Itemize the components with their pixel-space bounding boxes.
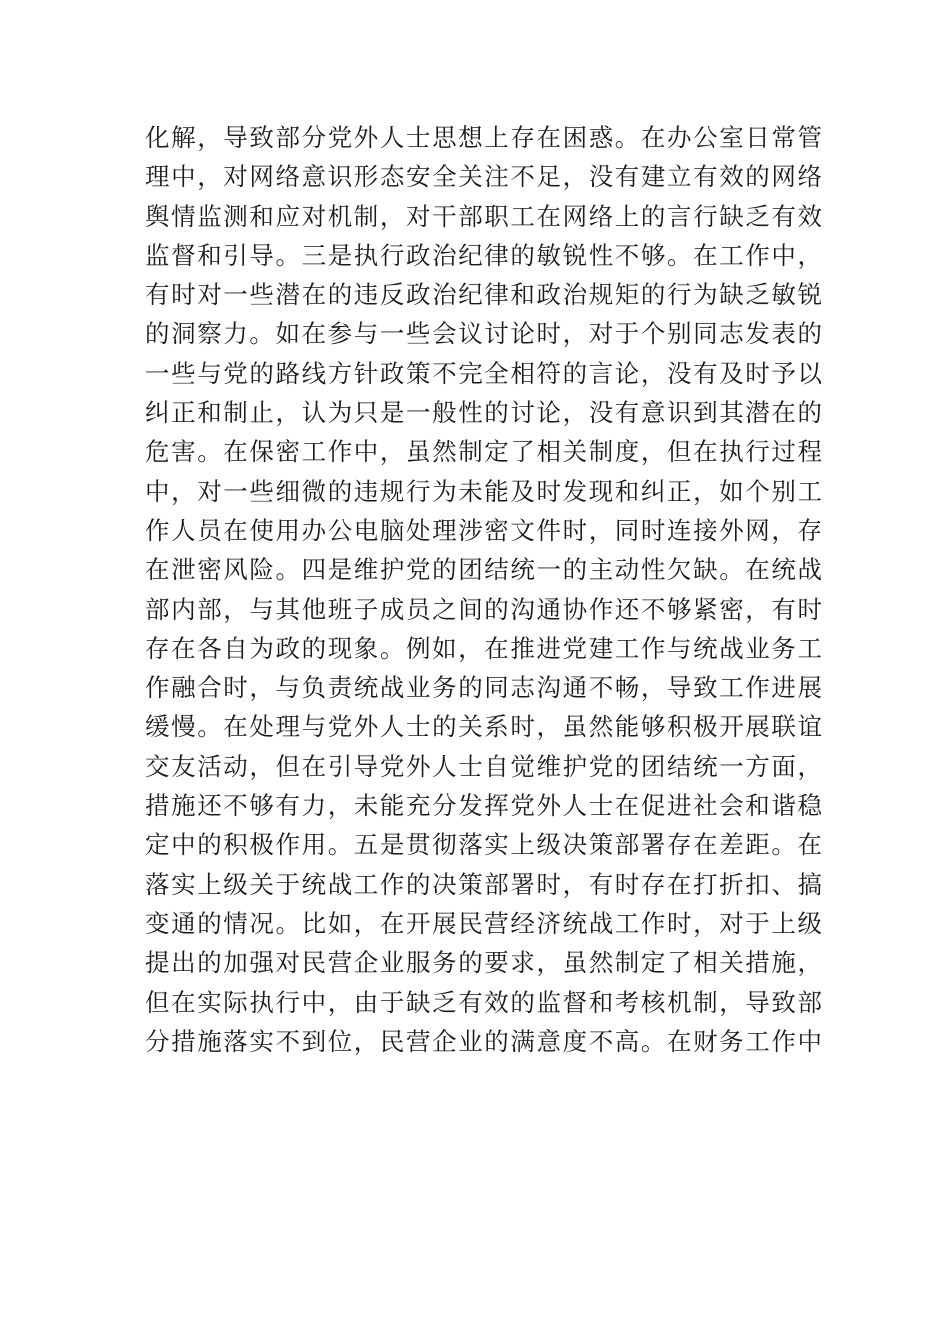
text-line-5: 有时对一些潜在的违反政治纪律和政治规矩的行为缺乏敏锐 <box>145 280 824 310</box>
text-line-14: 存在各自为政的现象。例如，在推进党建工作与统战业务工 <box>145 633 824 663</box>
text-line-21: 变通的情况。比如，在开展民营经济统战工作时，对于上级 <box>145 908 824 938</box>
text-line-16: 缓慢。在处理与党外人士的关系时，虽然能够积极开展联谊 <box>145 712 824 742</box>
text-line-18: 措施还不够有力，未能充分发挥党外人士在促进社会和谐稳 <box>145 791 824 821</box>
body-paragraph <box>145 118 824 1061</box>
text-line-24: 分措施落实不到位，民营企业的满意度不高。在财务工作中 <box>145 1026 824 1056</box>
text-line-23: 但在实际执行中，由于缺乏有效的监督和考核机制，导致部 <box>145 987 824 1017</box>
text-line-8: 纠正和制止，认为只是一般性的讨论，没有意识到其潜在的 <box>145 398 824 428</box>
text-line-22: 提出的加强对民营企业服务的要求，虽然制定了相关措施， <box>145 948 824 978</box>
text-line-10: 中，对一些细微的违规行为未能及时发现和纠正，如个别工 <box>145 476 824 506</box>
text-line-12: 在泄密风险。四是维护党的团结统一的主动性欠缺。在统战 <box>145 555 824 585</box>
text-line-15: 作融合时，与负责统战业务的同志沟通不畅，导致工作进展 <box>145 673 824 703</box>
text-line-4: 监督和引导。三是执行政治纪律的敏锐性不够。在工作中， <box>145 240 824 270</box>
text-line-7: 一些与党的路线方针政策不完全相符的言论，没有及时予以 <box>145 358 824 388</box>
text-line-17: 交友活动，但在引导党外人士自觉维护党的团结统一方面， <box>145 751 824 781</box>
text-line-19: 定中的积极作用。五是贯彻落实上级决策部署存在差距。在 <box>145 830 824 860</box>
text-line-13: 部内部，与其他班子成员之间的沟通协作还不够紧密，有时 <box>145 594 824 624</box>
text-line-20: 落实上级关于统战工作的决策部署时，有时存在打折扣、搞 <box>145 869 824 899</box>
text-line-9: 危害。在保密工作中，虽然制定了相关制度，但在执行过程 <box>145 437 824 467</box>
text-line-11: 作人员在使用办公电脑处理涉密文件时，同时连接外网，存 <box>145 515 824 545</box>
text-line-3: 舆情监测和应对机制，对干部职工在网络上的言行缺乏有效 <box>145 201 824 231</box>
text-line-1: 化解，导致部分党外人士思想上存在困惑。在办公室日常管 <box>145 123 824 152</box>
text-line-2: 理中，对网络意识形态安全关注不足，没有建立有效的网络 <box>145 162 824 192</box>
text-line-6: 的洞察力。如在参与一些会议讨论时，对于个别同志发表的 <box>145 319 824 349</box>
